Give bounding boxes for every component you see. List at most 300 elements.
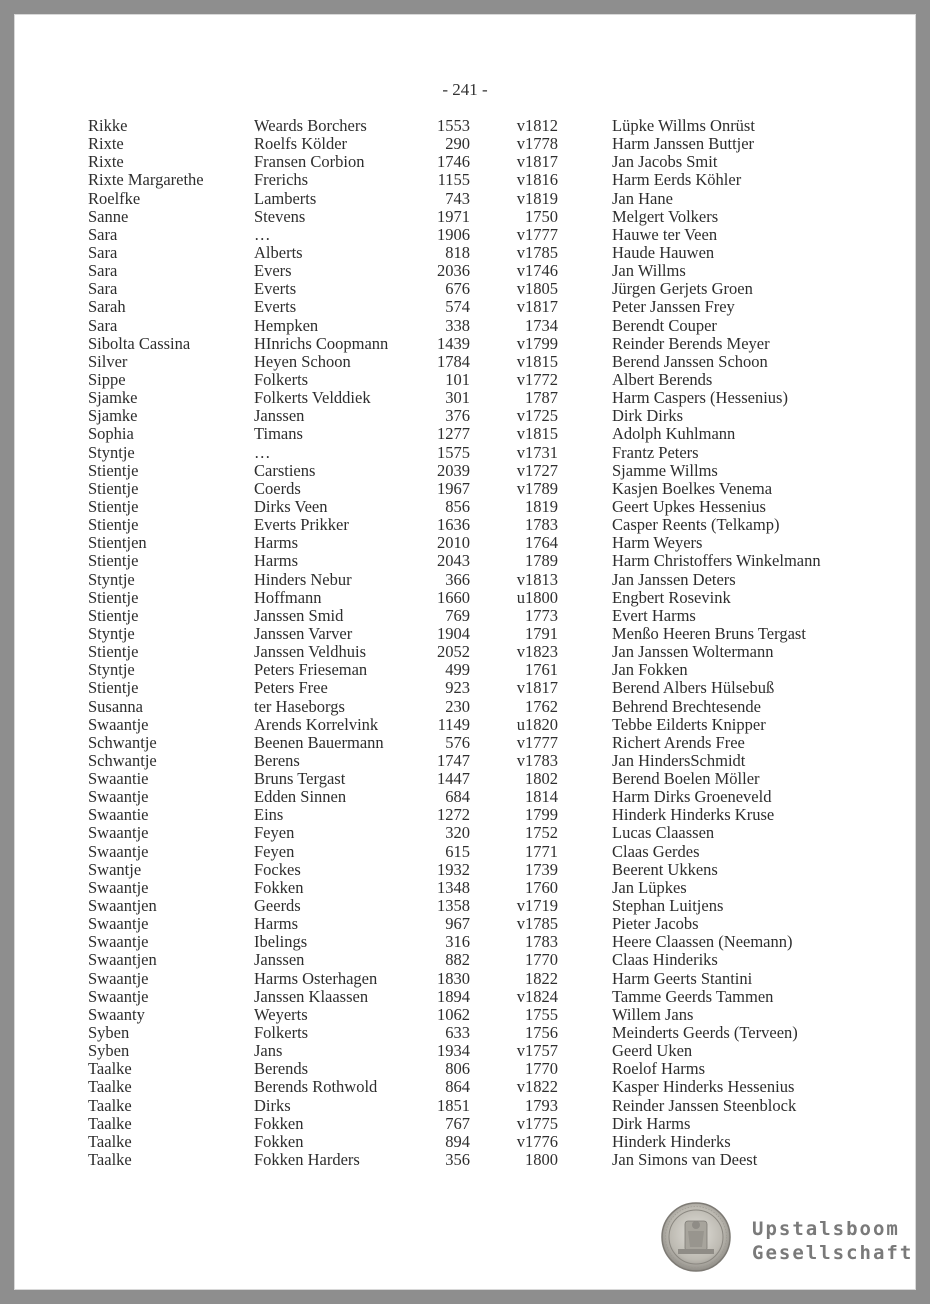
marriage-year: 1802: [525, 769, 558, 789]
first-name: Sjamke: [88, 388, 138, 408]
surname: Dirks: [254, 1095, 291, 1115]
table-row: [0, 1024, 930, 1042]
record-number: 1575: [437, 442, 470, 462]
spouse-name: Hinderk Hinderks: [612, 1131, 731, 1151]
surname: Jans: [254, 1041, 283, 1061]
table-row: [0, 698, 930, 716]
first-name: Stientje: [88, 496, 139, 516]
table-row: [0, 190, 930, 208]
surname: Janssen: [254, 406, 305, 426]
table-row: [0, 444, 930, 462]
spouse-name: Geert Upkes Hessenius: [612, 496, 766, 516]
surname: …: [254, 442, 271, 462]
table-row: [0, 262, 930, 280]
table-row: [0, 915, 930, 933]
spouse-name: Melgert Volkers: [612, 206, 719, 226]
record-number: 1934: [437, 1041, 470, 1061]
record-number: 1447: [437, 769, 470, 789]
table-row: [0, 135, 930, 153]
record-number: 2052: [437, 642, 470, 662]
first-name: Taalke: [88, 1095, 132, 1115]
surname: Stevens: [254, 206, 306, 226]
surname: ter Haseborgs: [254, 696, 345, 716]
record-number: 576: [445, 732, 470, 752]
first-name: Schwantje: [88, 732, 157, 752]
marriage-year: 1752: [525, 823, 558, 843]
first-name: Stientje: [88, 605, 139, 625]
spouse-name: Roelof Harms: [612, 1059, 706, 1079]
spouse-name: Haude Hauwen: [612, 242, 715, 262]
spouse-name: Kasper Hinderks Hessenius: [612, 1077, 795, 1097]
record-number: 2039: [437, 460, 470, 480]
marriage-year: 1762: [525, 696, 558, 716]
marriage-year: 1750: [525, 206, 558, 226]
record-number: 338: [445, 315, 470, 335]
table-row: [0, 335, 930, 353]
first-name: Swaanty: [88, 1004, 145, 1024]
first-name: Syben: [88, 1041, 130, 1061]
surname: Janssen Veldhuis: [254, 642, 366, 662]
spouse-name: Jan Janssen Woltermann: [612, 642, 774, 662]
surname: Everts: [254, 279, 297, 299]
table-row: [0, 970, 930, 988]
first-name: Rixte Margarethe: [88, 170, 204, 190]
first-name: Taalke: [88, 1150, 132, 1170]
table-row: [0, 933, 930, 951]
table-row: [0, 625, 930, 643]
record-number: 882: [445, 950, 470, 970]
first-name: Swaantje: [88, 877, 149, 897]
first-name: Rikke: [88, 116, 128, 135]
table-row: [0, 1097, 930, 1115]
first-name: Swaantie: [88, 769, 149, 789]
marriage-year: v1777: [516, 732, 558, 752]
surname: Geerds: [254, 896, 301, 916]
spouse-name: Dirk Dirks: [612, 406, 684, 426]
record-number: 767: [445, 1113, 470, 1133]
surname: Alberts: [254, 242, 303, 262]
spouse-name: Harm Geerts Stantini: [612, 968, 753, 988]
record-number: 1553: [437, 116, 470, 135]
marriage-year: 1789: [525, 551, 558, 571]
table-row: [0, 353, 930, 371]
surname: Evers: [254, 261, 292, 281]
spouse-name: Jan Lüpkes: [612, 877, 687, 897]
surname: Fokken: [254, 1131, 304, 1151]
first-name: Rixte: [88, 134, 124, 154]
marriage-year: v1785: [516, 242, 558, 262]
record-number: 1906: [437, 224, 470, 244]
marriage-year: v1819: [516, 188, 558, 208]
spouse-name: Harm Christoffers Winkelmann: [612, 551, 821, 571]
spouse-name: Berend Boelen Möller: [612, 769, 760, 789]
marriage-year: v1775: [516, 1113, 558, 1133]
table-row: [0, 244, 930, 262]
marriage-year: v1817: [516, 152, 558, 172]
first-name: Sjamke: [88, 406, 138, 426]
record-number: 499: [445, 660, 470, 680]
spouse-name: Stephan Luitjens: [612, 896, 724, 916]
record-number: 574: [445, 297, 470, 317]
marriage-year: v1776: [516, 1131, 558, 1151]
table-row: [0, 516, 930, 534]
spouse-name: Reinder Berends Meyer: [612, 333, 770, 353]
first-name: Swaantje: [88, 841, 149, 861]
record-number: 1660: [437, 587, 470, 607]
surname: Berends: [254, 1059, 309, 1079]
first-name: Styntje: [88, 623, 135, 643]
surname: Ibelings: [254, 932, 308, 952]
table-row: [0, 788, 930, 806]
marriage-year: 1764: [525, 533, 558, 553]
table-row: [0, 298, 930, 316]
spouse-name: Claas Hinderiks: [612, 950, 718, 970]
table-row: [0, 171, 930, 189]
record-number: 1439: [437, 333, 470, 353]
table-row: [0, 117, 930, 135]
first-name: Swaantje: [88, 823, 149, 843]
first-name: Sarah: [88, 297, 126, 317]
table-row: [0, 1006, 930, 1024]
surname: Dirks Veen: [254, 496, 328, 516]
table-row: [0, 1060, 930, 1078]
first-name: Sibolta Cassina: [88, 333, 191, 353]
surname: Feyen: [254, 823, 295, 843]
table-row: [0, 661, 930, 679]
spouse-name: Beerent Ukkens: [612, 859, 718, 879]
marriage-year: v1815: [516, 424, 558, 444]
table-row: [0, 462, 930, 480]
first-name: Taalke: [88, 1113, 132, 1133]
table-row: [0, 879, 930, 897]
record-number: 864: [445, 1077, 470, 1097]
first-name: Swaantje: [88, 714, 149, 734]
marriage-year: v1799: [516, 333, 558, 353]
marriage-year: 1783: [525, 515, 558, 535]
surname: HInrichs Coopmann: [254, 333, 389, 353]
first-name: Swaantje: [88, 986, 149, 1006]
marriage-year: v1725: [516, 406, 558, 426]
surname: Harms: [254, 533, 298, 553]
table-row: [0, 824, 930, 842]
spouse-name: Behrend Brechtesende: [612, 696, 761, 716]
spouse-name: Meinderts Geerds (Terveen): [612, 1023, 798, 1043]
table-row: [0, 371, 930, 389]
first-name: Sara: [88, 242, 118, 262]
first-name: Stientje: [88, 587, 139, 607]
surname: Carstiens: [254, 460, 316, 480]
table-row: [0, 534, 930, 552]
marriage-year: v1757: [516, 1041, 558, 1061]
spouse-name: Willem Jans: [612, 1004, 694, 1024]
record-number: 1747: [437, 750, 470, 770]
record-number: 806: [445, 1059, 470, 1079]
record-number: 743: [445, 188, 470, 208]
surname: Everts: [254, 297, 297, 317]
first-name: Swaantjen: [88, 896, 157, 916]
marriage-year: v1805: [516, 279, 558, 299]
spouse-name: Dirk Harms: [612, 1113, 691, 1133]
spouse-name: Hauwe ter Veen: [612, 224, 718, 244]
table-row: [0, 843, 930, 861]
spouse-name: Jan Jacobs Smit: [612, 152, 718, 172]
table-row: [0, 226, 930, 244]
record-number: 101: [445, 369, 470, 389]
surname: Peters Free: [254, 678, 328, 698]
marriage-year: 1734: [525, 315, 558, 335]
logo-text-gesellschaft: Gesellschaft: [752, 1242, 914, 1264]
surname: Folkerts Velddiek: [254, 388, 371, 408]
first-name: Sophia: [88, 424, 134, 444]
table-row: [0, 552, 930, 570]
record-number: 1784: [437, 351, 470, 371]
spouse-name: Tamme Geerds Tammen: [612, 986, 774, 1006]
surname: Hempken: [254, 315, 319, 335]
marriage-year: v1813: [516, 569, 558, 589]
marriage-year: 1770: [525, 1059, 558, 1079]
surname: Fokken: [254, 877, 304, 897]
spouse-name: Jan Hane: [612, 188, 673, 208]
surname: Timans: [254, 424, 303, 444]
marriage-register-table: [0, 117, 930, 1169]
surname: Berens: [254, 750, 300, 770]
record-number: 769: [445, 605, 470, 625]
record-number: 1277: [437, 424, 470, 444]
surname: Hinders Nebur: [254, 569, 352, 589]
table-row: [0, 679, 930, 697]
spouse-name: Albert Berends: [612, 369, 713, 389]
record-number: 376: [445, 406, 470, 426]
record-number: 615: [445, 841, 470, 861]
spouse-name: Lucas Claassen: [612, 823, 715, 843]
record-number: 1830: [437, 968, 470, 988]
spouse-name: Reinder Janssen Steenblock: [612, 1095, 797, 1115]
record-number: 1062: [437, 1004, 470, 1024]
spouse-name: Menßo Heeren Bruns Tergast: [612, 623, 806, 643]
marriage-year: v1816: [516, 170, 558, 190]
marriage-year: 1800: [525, 1150, 558, 1170]
surname: Weyerts: [254, 1004, 308, 1024]
marriage-year: 1760: [525, 877, 558, 897]
first-name: Stientje: [88, 678, 139, 698]
marriage-year: v1727: [516, 460, 558, 480]
first-name: Rixte: [88, 152, 124, 172]
page-number: - 241 -: [442, 80, 488, 99]
surname: Hoffmann: [254, 587, 322, 607]
spouse-name: Berend Janssen Schoon: [612, 351, 768, 371]
first-name: Styntje: [88, 442, 135, 462]
surname: Heyen Schoon: [254, 351, 351, 371]
surname: Roelfs Kölder: [254, 134, 348, 154]
table-row: [0, 1078, 930, 1096]
marriage-year: 1783: [525, 932, 558, 952]
surname: Janssen Klaassen: [254, 986, 369, 1006]
marriage-year: v1783: [516, 750, 558, 770]
marriage-year: 1793: [525, 1095, 558, 1115]
record-number: 1155: [437, 170, 470, 190]
first-name: Stientje: [88, 478, 139, 498]
surname: Fokken: [254, 1113, 304, 1133]
spouse-name: Engbert Rosevink: [612, 587, 731, 607]
marriage-year: v1812: [516, 116, 558, 135]
surname: Berends Rothwold: [254, 1077, 378, 1097]
first-name: Sippe: [88, 369, 126, 389]
table-row: [0, 716, 930, 734]
spouse-name: Harm Weyers: [612, 533, 703, 553]
table-row: [0, 589, 930, 607]
table-row: [0, 425, 930, 443]
first-name: Stientje: [88, 515, 139, 535]
marriage-year: 1791: [525, 623, 558, 643]
seal-icon: [660, 1201, 732, 1273]
table-row: [0, 153, 930, 171]
spouse-name: Harm Janssen Buttjer: [612, 134, 755, 154]
spouse-name: Kasjen Boelkes Venema: [612, 478, 773, 498]
table-row: [0, 643, 930, 661]
spouse-name: Jan HindersSchmidt: [612, 750, 746, 770]
first-name: Susanna: [88, 696, 143, 716]
first-name: Swaantje: [88, 914, 149, 934]
record-number: 366: [445, 569, 470, 589]
spouse-name: Adolph Kuhlmann: [612, 424, 736, 444]
surname: Arends Korrelvink: [254, 714, 379, 734]
spouse-name: Jürgen Gerjets Groen: [612, 279, 753, 299]
marriage-year: 1756: [525, 1023, 558, 1043]
record-number: 1272: [437, 805, 470, 825]
marriage-year: 1771: [525, 841, 558, 861]
marriage-year: v1772: [516, 369, 558, 389]
table-row: [0, 480, 930, 498]
surname: Fockes: [254, 859, 301, 879]
first-name: Swaantje: [88, 787, 149, 807]
first-name: Swantje: [88, 859, 142, 879]
first-name: Sara: [88, 261, 118, 281]
marriage-year: v1785: [516, 914, 558, 934]
record-number: 1904: [437, 623, 470, 643]
spouse-name: Pieter Jacobs: [612, 914, 699, 934]
surname: Edden Sinnen: [254, 787, 347, 807]
marriage-year: 1799: [525, 805, 558, 825]
table-row: [0, 752, 930, 770]
spouse-name: Harm Caspers (Hessenius): [612, 388, 788, 408]
record-number: 2036: [437, 261, 470, 281]
upstalsboom-logo: [660, 1198, 914, 1278]
surname: Frerichs: [254, 170, 309, 190]
spouse-name: Jan Janssen Deters: [612, 569, 736, 589]
surname: Janssen Varver: [254, 623, 353, 643]
marriage-year: v1746: [516, 261, 558, 281]
spouse-name: Evert Harms: [612, 605, 696, 625]
surname: Janssen Smid: [254, 605, 344, 625]
record-number: 894: [445, 1131, 470, 1151]
first-name: Swaantje: [88, 968, 149, 988]
surname: Peters Frieseman: [254, 660, 368, 680]
spouse-name: Tebbe Eilderts Knipper: [612, 714, 766, 734]
table-row: [0, 280, 930, 298]
marriage-year: u1800: [516, 587, 558, 607]
table-row: [0, 571, 930, 589]
surname: Bruns Tergast: [254, 769, 346, 789]
first-name: Stientjen: [88, 533, 147, 553]
spouse-name: Harm Eerds Köhler: [612, 170, 742, 190]
record-number: 2010: [437, 533, 470, 553]
first-name: Sara: [88, 315, 118, 335]
first-name: Styntje: [88, 569, 135, 589]
surname: Harms: [254, 914, 298, 934]
logo-text-upstalsboom: Upstalsboom: [752, 1218, 900, 1240]
table-row: [0, 389, 930, 407]
marriage-year: 1814: [525, 787, 558, 807]
marriage-year: 1755: [525, 1004, 558, 1024]
record-number: 356: [445, 1150, 470, 1170]
marriage-year: 1739: [525, 859, 558, 879]
record-number: 633: [445, 1023, 470, 1043]
spouse-name: Berendt Couper: [612, 315, 717, 335]
marriage-year: v1815: [516, 351, 558, 371]
spouse-name: Jan Simons van Deest: [612, 1150, 758, 1170]
surname: Folkerts: [254, 369, 309, 389]
marriage-year: v1823: [516, 642, 558, 662]
surname: Beenen Bauermann: [254, 732, 384, 752]
spouse-name: Casper Reents (Telkamp): [612, 515, 780, 535]
first-name: Syben: [88, 1023, 130, 1043]
spouse-name: Claas Gerdes: [612, 841, 700, 861]
spouse-name: Hinderk Hinderks Kruse: [612, 805, 775, 825]
record-number: 818: [445, 242, 470, 262]
marriage-year: v1824: [516, 986, 558, 1006]
spouse-name: Frantz Peters: [612, 442, 699, 462]
record-number: 320: [445, 823, 470, 843]
table-row: [0, 317, 930, 335]
marriage-year: 1822: [525, 968, 558, 988]
table-row: [0, 407, 930, 425]
record-number: 923: [445, 678, 470, 698]
record-number: 1932: [437, 859, 470, 879]
marriage-year: v1778: [516, 134, 558, 154]
record-number: 1851: [437, 1095, 470, 1115]
table-row: [0, 1133, 930, 1151]
record-number: 856: [445, 496, 470, 516]
first-name: Taalke: [88, 1077, 132, 1097]
marriage-year: 1761: [525, 660, 558, 680]
spouse-name: Geerd Uken: [612, 1041, 693, 1061]
marriage-year: v1731: [516, 442, 558, 462]
table-row: [0, 1151, 930, 1169]
table-row: [0, 897, 930, 915]
spouse-name: Lüpke Willms Onrüst: [612, 116, 755, 135]
first-name: Sara: [88, 224, 118, 244]
first-name: Sanne: [88, 206, 129, 226]
record-number: 316: [445, 932, 470, 952]
marriage-year: v1789: [516, 478, 558, 498]
surname: Fokken Harders: [254, 1150, 360, 1170]
record-number: 301: [445, 388, 470, 408]
spouse-name: Berend Albers Hülsebuß: [612, 678, 775, 698]
table-row: [0, 498, 930, 516]
spouse-name: Heere Claassen (Neemann): [612, 932, 793, 952]
surname: Weards Borchers: [254, 116, 367, 135]
record-number: 1894: [437, 986, 470, 1006]
table-row: [0, 734, 930, 752]
record-number: 1348: [437, 877, 470, 897]
table-row: [0, 1042, 930, 1060]
table-row: [0, 806, 930, 824]
marriage-year: 1773: [525, 605, 558, 625]
marriage-year: u1820: [516, 714, 558, 734]
first-name: Styntje: [88, 660, 135, 680]
table-row: [0, 861, 930, 879]
first-name: Roelfke: [88, 188, 141, 208]
